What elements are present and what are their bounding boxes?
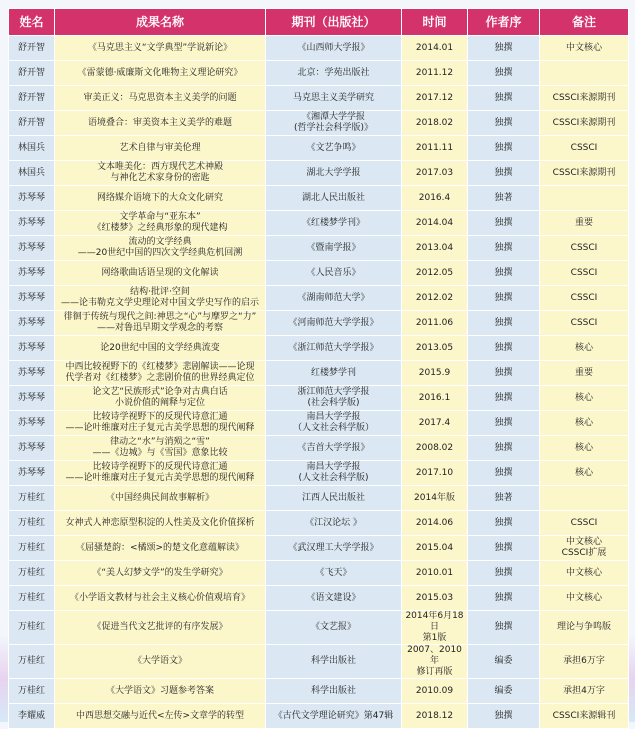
cell-name: 苏琴琴 bbox=[9, 436, 55, 461]
table-row bbox=[9, 411, 629, 436]
cell-order: 独著 bbox=[468, 186, 540, 211]
cell-name: 苏琴琴 bbox=[9, 311, 55, 336]
cell-date: 2011.12 bbox=[402, 61, 468, 86]
cell-title: 《雷蒙德·威廉斯文化唯物主义理论研究》 bbox=[55, 61, 266, 86]
table-row bbox=[9, 186, 629, 211]
cell-title: 比较诗学视野下的反现代诗意汇通 ——论叶维廉对庄子复元古美学思想的现代阐释 bbox=[55, 411, 266, 436]
cell-name: 舒开智 bbox=[9, 86, 55, 111]
cell-order: 独撰 bbox=[468, 161, 540, 186]
cell-name: 万桂红 bbox=[9, 586, 55, 611]
cell-journal: 《武汉理工大学学报》 bbox=[266, 536, 402, 561]
cell-journal: 湖北人民出版社 bbox=[266, 186, 402, 211]
cell-order: 独撰 bbox=[468, 586, 540, 611]
cell-name: 苏琴琴 bbox=[9, 461, 55, 486]
cell-order: 独撰 bbox=[468, 36, 540, 61]
cell-order: 独撰 bbox=[468, 211, 540, 236]
cell-date: 2015.03 bbox=[402, 586, 468, 611]
table-row bbox=[9, 645, 629, 679]
cell-journal: 《暨南学报》 bbox=[266, 236, 402, 261]
cell-note: CSSCI来源期刊 bbox=[540, 161, 629, 186]
cell-note: 重要 bbox=[540, 361, 629, 386]
cell-order: 独撰 bbox=[468, 111, 540, 136]
cell-order: 独撰 bbox=[468, 61, 540, 86]
cell-date: 2015.9 bbox=[402, 361, 468, 386]
cell-order: 独撰 bbox=[468, 561, 540, 586]
cell-note: CSSCI bbox=[540, 136, 629, 161]
table-row bbox=[9, 561, 629, 586]
cell-title: 中西思想交融与近代<左传>文章学的转型 bbox=[55, 704, 266, 729]
cell-journal: 马克思主义美学研究 bbox=[266, 86, 402, 111]
cell-name: 苏琴琴 bbox=[9, 286, 55, 311]
cell-title: 《促进当代文艺批评的有序发展》 bbox=[55, 611, 266, 645]
cell-name: 苏琴琴 bbox=[9, 261, 55, 286]
table-row bbox=[9, 211, 629, 236]
cell-journal: 《文艺争鸣》 bbox=[266, 136, 402, 161]
cell-name: 苏琴琴 bbox=[9, 361, 55, 386]
cell-journal: 《湖南师范大学》 bbox=[266, 286, 402, 311]
cell-title: 网络歌曲话语呈现的文化解读 bbox=[55, 261, 266, 286]
cell-date: 2017.10 bbox=[402, 461, 468, 486]
cell-note: 核心 bbox=[540, 411, 629, 436]
cell-date: 2012.05 bbox=[402, 261, 468, 286]
cell-date: 2014.06 bbox=[402, 511, 468, 536]
cell-date: 2007、2010年 修订再版 bbox=[402, 645, 468, 679]
cell-journal: 《语文建设》 bbox=[266, 586, 402, 611]
cell-name: 苏琴琴 bbox=[9, 211, 55, 236]
cell-date: 2015.04 bbox=[402, 536, 468, 561]
cell-name: 林国兵 bbox=[9, 136, 55, 161]
cell-order: 独撰 bbox=[468, 704, 540, 729]
table-row bbox=[9, 461, 629, 486]
cell-note: CSSCI来源期刊 bbox=[540, 86, 629, 111]
cell-name: 万桂红 bbox=[9, 511, 55, 536]
cell-date: 2014年版 bbox=[402, 486, 468, 511]
header-title: 成果名称 bbox=[55, 9, 266, 36]
cell-journal: 南昌大学学报 （人文社会科学版） bbox=[266, 411, 402, 436]
cell-order: 独撰 bbox=[468, 461, 540, 486]
header-name: 姓名 bbox=[9, 9, 55, 36]
cell-note: 核心 bbox=[540, 436, 629, 461]
cell-note bbox=[540, 61, 629, 86]
cell-journal: 江西人民出版社 bbox=[266, 486, 402, 511]
cell-name: 苏琴琴 bbox=[9, 236, 55, 261]
cell-note: CSSCI bbox=[540, 236, 629, 261]
cell-journal: 《河南师范大学学报》 bbox=[266, 311, 402, 336]
cell-journal: 《湘潭大学学报 (哲学社会科学版)》 bbox=[266, 111, 402, 136]
cell-title: 律动之“水”与消殒之“雪” ——《边城》与《雪国》意象比较 bbox=[55, 436, 266, 461]
table-row bbox=[9, 486, 629, 511]
cell-name: 苏琴琴 bbox=[9, 336, 55, 361]
cell-order: 独撰 bbox=[468, 286, 540, 311]
cell-order: 独撰 bbox=[468, 611, 540, 645]
cell-title: 艺术自律与审美伦理 bbox=[55, 136, 266, 161]
header-order: 作者序 bbox=[468, 9, 540, 36]
cell-date: 2018.02 bbox=[402, 111, 468, 136]
cell-date: 2016.4 bbox=[402, 186, 468, 211]
cell-date: 2018.12 bbox=[402, 704, 468, 729]
cell-journal: 《江汉论坛 》 bbox=[266, 511, 402, 536]
cell-journal: 北京：学苑出版社 bbox=[266, 61, 402, 86]
cell-date: 2011.11 bbox=[402, 136, 468, 161]
table-row bbox=[9, 286, 629, 311]
cell-date: 2013.05 bbox=[402, 336, 468, 361]
cell-order: 独撰 bbox=[468, 261, 540, 286]
cell-note: CSSCI bbox=[540, 511, 629, 536]
cell-note: 承担4万字 bbox=[540, 679, 629, 704]
cell-date: 2011.06 bbox=[402, 311, 468, 336]
cell-journal: 《浙江师范大学学报》 bbox=[266, 336, 402, 361]
cell-title: 《大学语文》 bbox=[55, 645, 266, 679]
cell-title: 比较诗学视野下的反现代诗意汇通 ——论叶维廉对庄子复元古美学思想的现代阐释 bbox=[55, 461, 266, 486]
cell-note: 中文核心 CSSCI扩展 bbox=[540, 536, 629, 561]
cell-date: 2017.12 bbox=[402, 86, 468, 111]
table-body bbox=[9, 36, 629, 729]
table-row bbox=[9, 261, 629, 286]
table-row bbox=[9, 311, 629, 336]
cell-note: 中文核心 bbox=[540, 561, 629, 586]
cell-order: 独撰 bbox=[468, 511, 540, 536]
table-row bbox=[9, 161, 629, 186]
table-row bbox=[9, 586, 629, 611]
table-row bbox=[9, 111, 629, 136]
cell-name: 万桂红 bbox=[9, 645, 55, 679]
cell-date: 2017.03 bbox=[402, 161, 468, 186]
cell-name: 舒开智 bbox=[9, 36, 55, 61]
cell-title: 《小学语文教材与社会主义核心价值观培育》 bbox=[55, 586, 266, 611]
cell-order: 编委 bbox=[468, 645, 540, 679]
cell-date: 2017.4 bbox=[402, 411, 468, 436]
table-row bbox=[9, 436, 629, 461]
cell-date: 2012.02 bbox=[402, 286, 468, 311]
cell-date: 2014.04 bbox=[402, 211, 468, 236]
header-date: 时间 bbox=[402, 9, 468, 36]
cell-name: 苏琴琴 bbox=[9, 186, 55, 211]
cell-title: 《“美人幻梦文学”的发生学研究》 bbox=[55, 561, 266, 586]
table-row bbox=[9, 704, 629, 729]
table-row bbox=[9, 679, 629, 704]
cell-date: 2016.1 bbox=[402, 386, 468, 411]
cell-title: 文学革命与“亚东本” 《红楼梦》之经典形象的现代建构 bbox=[55, 211, 266, 236]
table-row bbox=[9, 386, 629, 411]
cell-date: 2008.02 bbox=[402, 436, 468, 461]
cell-title: 文本唯美化：西方现代艺术神殿 与神化艺术家身份的密匙 bbox=[55, 161, 266, 186]
cell-journal: 《红楼梦学刊》 bbox=[266, 211, 402, 236]
cell-note: CSSCI bbox=[540, 286, 629, 311]
cell-order: 编委 bbox=[468, 679, 540, 704]
cell-note: 理论与争鸣版 bbox=[540, 611, 629, 645]
cell-order: 独撰 bbox=[468, 336, 540, 361]
cell-title: 徘徊于传统与现代之间:神思之“心”与摩罗之“力” ——对鲁迅早期文学观念的考察 bbox=[55, 311, 266, 336]
cell-order: 独撰 bbox=[468, 536, 540, 561]
cell-name: 苏琴琴 bbox=[9, 386, 55, 411]
cell-name: 万桂红 bbox=[9, 561, 55, 586]
cell-journal: 红楼梦学刊 bbox=[266, 361, 402, 386]
cell-order: 独撰 bbox=[468, 86, 540, 111]
cell-date: 2010.01 bbox=[402, 561, 468, 586]
cell-note: CSSCI来源辑刊 bbox=[540, 704, 629, 729]
table-row bbox=[9, 236, 629, 261]
cell-title: 中西比较视野下的《红楼梦》悲剧解读——论现 代学者对《红楼梦》之悲剧价值的世界经典定位 bbox=[55, 361, 266, 386]
achievements-table-wrapper bbox=[8, 8, 628, 729]
cell-title: 《马克思主义“文学典型”学说新论》 bbox=[55, 36, 266, 61]
cell-order: 独撰 bbox=[468, 386, 540, 411]
cell-note: 核心 bbox=[540, 336, 629, 361]
table-row bbox=[9, 536, 629, 561]
cell-note bbox=[540, 486, 629, 511]
cell-note: 核心 bbox=[540, 461, 629, 486]
cell-note: CSSCI bbox=[540, 311, 629, 336]
cell-journal: 《古代文学理论研究》第47辑 bbox=[266, 704, 402, 729]
cell-note: 中文核心 bbox=[540, 586, 629, 611]
cell-title: 《大学语文》习题参考答案 bbox=[55, 679, 266, 704]
cell-order: 独撰 bbox=[468, 361, 540, 386]
cell-name: 万桂红 bbox=[9, 679, 55, 704]
header-journal: 期刊（出版社） bbox=[266, 9, 402, 36]
cell-title: 《屈骚楚韵：<橘颂>的楚文化意蕴解读》 bbox=[55, 536, 266, 561]
cell-date: 2014.01 bbox=[402, 36, 468, 61]
cell-note: CSSCI来源期刊 bbox=[540, 111, 629, 136]
achievements-table bbox=[8, 8, 629, 729]
cell-journal: 南昌大学学报 (人文社会科学版) bbox=[266, 461, 402, 486]
cell-title: 语境叠合：审美资本主义美学的难题 bbox=[55, 111, 266, 136]
cell-order: 独撰 bbox=[468, 236, 540, 261]
cell-title: 审美正义：马克思资本主义美学的问题 bbox=[55, 86, 266, 111]
cell-name: 万桂红 bbox=[9, 611, 55, 645]
table-row bbox=[9, 61, 629, 86]
cell-journal: 《文艺报》 bbox=[266, 611, 402, 645]
cell-date: 2013.04 bbox=[402, 236, 468, 261]
header-row bbox=[9, 9, 629, 36]
cell-note bbox=[540, 186, 629, 211]
table-row bbox=[9, 511, 629, 536]
table-row bbox=[9, 36, 629, 61]
table-row bbox=[9, 86, 629, 111]
cell-order: 独著 bbox=[468, 486, 540, 511]
cell-journal: 浙江师范大学学报 (社会科学版) bbox=[266, 386, 402, 411]
cell-title: 女神式人神恋原型积淀的人性美及文化价值探析 bbox=[55, 511, 266, 536]
cell-order: 独撰 bbox=[468, 411, 540, 436]
cell-title: 流动的文学经典 ——20世纪中国的四次文学经典危机回溯 bbox=[55, 236, 266, 261]
cell-name: 舒开智 bbox=[9, 61, 55, 86]
cell-name: 舒开智 bbox=[9, 111, 55, 136]
cell-name: 万桂红 bbox=[9, 486, 55, 511]
cell-title: 网络媒介语境下的大众文化研究 bbox=[55, 186, 266, 211]
cell-note: 核心 bbox=[540, 386, 629, 411]
cell-title: 论文艺“民族形式”论争对古典白话 小说价值的阐释与定位 bbox=[55, 386, 266, 411]
table-row bbox=[9, 611, 629, 645]
cell-journal: 《山西师大学报》 bbox=[266, 36, 402, 61]
cell-title: 论20世纪中国的文学经典流变 bbox=[55, 336, 266, 361]
cell-title: 《中国经典民间故事解析》 bbox=[55, 486, 266, 511]
cell-order: 独撰 bbox=[468, 311, 540, 336]
cell-journal: 《人民音乐》 bbox=[266, 261, 402, 286]
cell-name: 万桂红 bbox=[9, 536, 55, 561]
cell-note: 中文核心 bbox=[540, 36, 629, 61]
cell-title: 结构·批评·空间 ——论韦勒克文学史理论对中国文学史写作的启示 bbox=[55, 286, 266, 311]
cell-date: 2010.09 bbox=[402, 679, 468, 704]
cell-journal: 科学出版社 bbox=[266, 679, 402, 704]
header-note: 备注 bbox=[540, 9, 629, 36]
cell-journal: 《飞天》 bbox=[266, 561, 402, 586]
cell-journal: 科学出版社 bbox=[266, 645, 402, 679]
cell-order: 独撰 bbox=[468, 136, 540, 161]
cell-date: 2014年6月18日 第1版 bbox=[402, 611, 468, 645]
cell-journal: 湖北大学学报 bbox=[266, 161, 402, 186]
cell-note: CSSCI bbox=[540, 261, 629, 286]
table-row bbox=[9, 361, 629, 386]
cell-name: 李耀威 bbox=[9, 704, 55, 729]
table-row bbox=[9, 136, 629, 161]
cell-journal: 《吉首大学学报》 bbox=[266, 436, 402, 461]
cell-note: 承担6万字 bbox=[540, 645, 629, 679]
table-row bbox=[9, 336, 629, 361]
cell-name: 林国兵 bbox=[9, 161, 55, 186]
cell-name: 苏琴琴 bbox=[9, 411, 55, 436]
cell-note: 重要 bbox=[540, 211, 629, 236]
cell-order: 独撰 bbox=[468, 436, 540, 461]
